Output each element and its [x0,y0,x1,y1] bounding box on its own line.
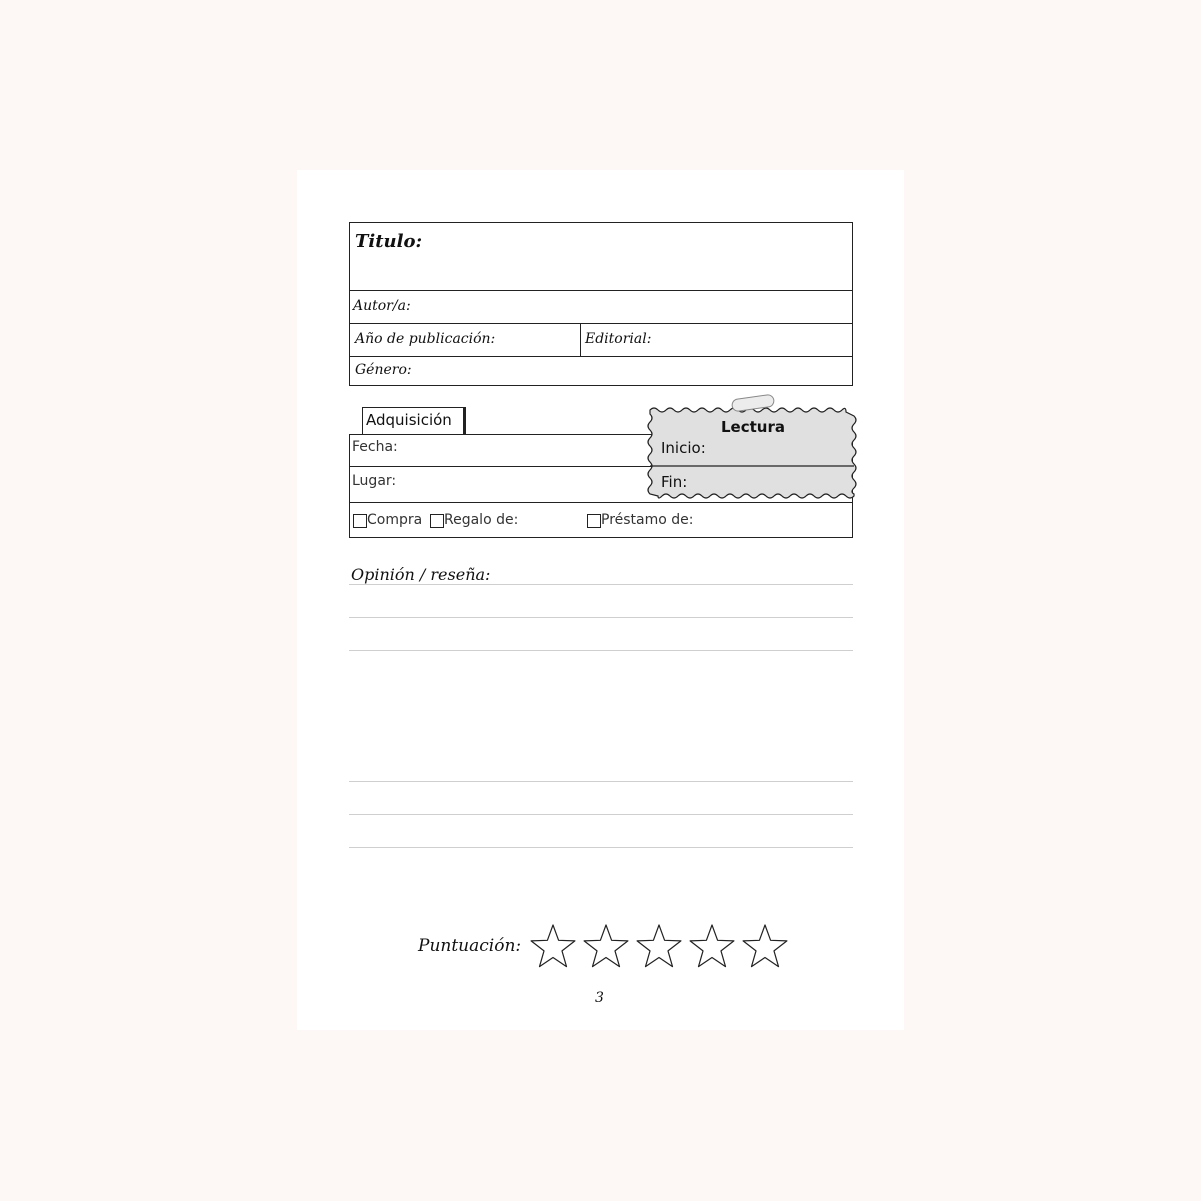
loan-checkbox[interactable] [587,514,601,528]
genre-label: Género: [355,362,412,378]
loan-label: Préstamo de: [601,512,694,528]
reading-tab-label: Lectura [721,418,785,436]
divider [349,323,853,324]
gift-checkbox[interactable] [430,514,444,528]
acquisition-tab-label: Adquisición [366,411,452,429]
rating-star-icon[interactable] [528,922,578,970]
divider [349,290,853,291]
author-label: Autor/a: [353,298,411,314]
genre-field[interactable] [420,360,848,382]
publisher-field[interactable] [660,327,848,353]
reading-end-field[interactable] [700,470,848,496]
title-label: Titulo: [355,231,423,252]
divider [349,502,853,503]
star-rating [528,922,790,970]
rating-label: Puntuación: [418,936,522,956]
rating-star-icon[interactable] [687,922,737,970]
page-number: 3 [595,990,604,1006]
reading-start-field[interactable] [712,438,848,464]
review-line [349,584,853,585]
rating-star-icon[interactable] [581,922,631,970]
publication-year-field[interactable] [490,327,576,353]
gift-label: Regalo de: [444,512,519,528]
reading-end-label: Fin: [661,473,688,491]
acquisition-date-field[interactable] [400,438,645,464]
rating-star-icon[interactable] [634,922,684,970]
purchase-checkbox[interactable] [353,514,367,528]
divider [349,356,853,357]
publication-year-label: Año de publicación: [355,331,496,347]
title-field[interactable] [351,260,849,288]
divider [580,324,581,356]
acquisition-place-label: Lugar: [352,473,397,489]
acquisition-date-label: Fecha: [352,439,398,455]
review-line [349,847,853,848]
review-text-area[interactable] [349,586,853,846]
author-field[interactable] [420,294,848,320]
publisher-label: Editorial: [585,331,652,347]
reading-start-label: Inicio: [661,439,706,457]
review-label: Opinión / reseña: [351,565,491,584]
acquisition-place-field[interactable] [400,470,645,498]
rating-star-icon[interactable] [740,922,790,970]
purchase-label: Compra [367,512,423,528]
